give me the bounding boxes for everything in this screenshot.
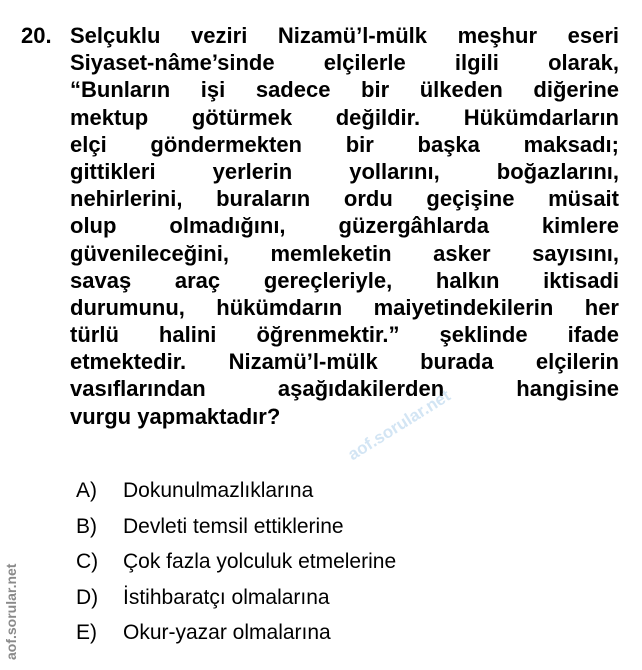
option-c[interactable] xyxy=(76,545,396,581)
stem-line: türlü halini öğrenmektir.” şeklinde ifade xyxy=(70,322,619,348)
question-number: 20. xyxy=(21,23,52,48)
stem-line: nehirlerini, buraların ordu geçişine müsait xyxy=(70,186,619,212)
option-letter: C) xyxy=(76,550,99,573)
option-letter: D) xyxy=(76,585,99,609)
option-a[interactable] xyxy=(76,474,396,510)
stem-line: elçi göndermekten bir başka maksadı; xyxy=(70,131,619,157)
option-e[interactable] xyxy=(76,616,396,652)
watermark-vertical: aof.sorular.net xyxy=(3,563,19,660)
option-letter: E) xyxy=(76,621,97,644)
watermark-diagonal: aof.sorular.net xyxy=(344,385,454,465)
option-b[interactable] xyxy=(76,510,396,546)
stem-line: olup olmadığını, güzergâhlarda kimlere xyxy=(70,213,619,239)
stem-line: “Bunların işi sadece bir ülkeden diğerine xyxy=(70,77,619,103)
stem-line: vasıflarından aşağıdakilerden hangisine xyxy=(70,376,619,402)
option-letter: B) xyxy=(76,514,97,538)
option-letter: A) xyxy=(76,479,97,502)
question-stem xyxy=(70,22,619,430)
answer-options xyxy=(76,474,396,652)
stem-line: mektup götürmek değildir. Hükümdarların xyxy=(70,104,619,130)
stem-line: durumunu, hükümdarın maiyetindekilerin her xyxy=(70,294,619,320)
option-text: Devleti temsil ettiklerine xyxy=(123,514,344,538)
option-text: Okur-yazar olmalarına xyxy=(123,621,331,644)
option-d[interactable] xyxy=(76,581,396,617)
stem-line: gittikleri yerlerin yollarını, boğazlarını, xyxy=(70,158,619,184)
stem-line: güvenileceğini, memleketin asker sayısını, xyxy=(70,240,619,266)
stem-line: vurgu yapmaktadır? xyxy=(70,403,281,429)
option-text: Çok fazla yolculuk etmelerine xyxy=(123,550,397,573)
stem-line: etmektedir. Nizamü’l-mülk burada elçilerin xyxy=(70,349,619,375)
option-text: Dokunulmazlıklarına xyxy=(123,479,314,502)
option-text: İstihbaratçı olmalarına xyxy=(123,585,330,609)
stem-line: Selçuklu veziri Nizamü’l-mülk meşhur eseri xyxy=(70,23,619,48)
stem-line: savaş araç gereçleriyle, halkın iktisadi xyxy=(70,267,619,293)
stem-line: Siyaset-nâme’sinde elçilerle ilgili olarak, xyxy=(70,50,619,76)
